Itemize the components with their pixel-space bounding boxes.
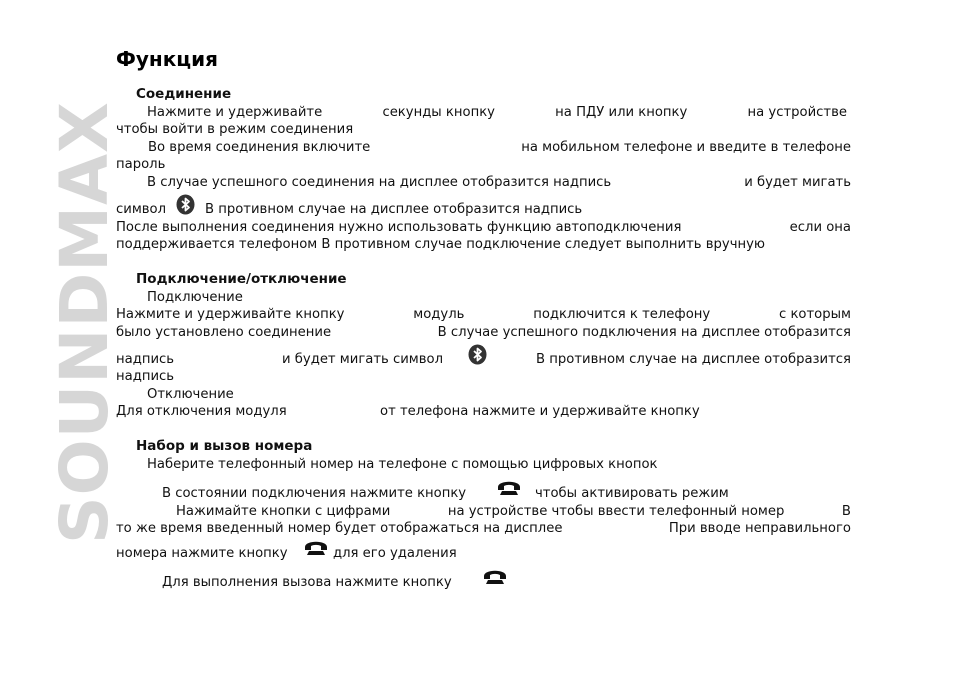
brand-logo <box>45 40 123 605</box>
text-fragment: Нажмите и удерживайте <box>147 105 323 120</box>
paragraph-line <box>147 104 847 121</box>
text-fragment: Нажмите и удерживайте кнопку <box>116 307 345 322</box>
text-fragment: В случае успешного соединения на дисплее отобразится надпись <box>147 175 612 190</box>
paragraph-line: В противном случае на дисплее отобразится надпись <box>205 202 583 217</box>
paragraph-line: символ <box>116 202 167 217</box>
bluetooth-icon <box>176 194 195 215</box>
text-fragment: на мобильном телефоне и введите в телефоне <box>521 140 851 155</box>
paragraph-line <box>148 139 851 156</box>
paragraph-line: номера нажмите кнопку <box>116 546 288 561</box>
paragraph-line <box>116 520 851 537</box>
paragraph-line <box>116 324 851 341</box>
paragraph-line: В состоянии подключения нажмите кнопку <box>162 486 467 501</box>
paragraph-line <box>116 219 851 236</box>
paragraph-line: Наберите телефонный номер на телефоне с помощью цифровых кнопок <box>147 457 658 472</box>
paragraph-line <box>116 306 851 323</box>
page-title: Функция <box>116 47 218 71</box>
text-fragment: и будет мигать <box>744 175 851 190</box>
subheading-connect: Подключение <box>147 290 243 305</box>
text-fragment: то же время введенный номер будет отображаться на дисплее <box>116 521 563 536</box>
text-fragment: При вводе неправильного <box>668 521 851 536</box>
paragraph-line: пароль <box>116 157 166 172</box>
text-fragment: секунды кнопку <box>382 105 495 120</box>
text-fragment: В <box>841 504 851 519</box>
paragraph-line: чтобы активировать режим <box>535 486 729 501</box>
paragraph-line: чтобы войти в режим соединения <box>116 122 354 137</box>
paragraph-line: Для выполнения вызова нажмите кнопку <box>162 575 452 590</box>
brand-logo-text: SOUNDMAX <box>45 101 123 544</box>
paragraph-line <box>176 503 851 520</box>
phone-handset-icon <box>303 537 329 557</box>
text-fragment: было установлено соединение <box>116 325 332 340</box>
text-fragment: на устройстве чтобы ввести телефонный номер <box>447 504 785 519</box>
paragraph-line: и будет мигать символ <box>282 352 444 367</box>
text-fragment: В случае успешного подключения на дисплее отобразится <box>437 325 851 340</box>
subheading-disconnect: Отключение <box>147 387 234 402</box>
text-fragment: на ПДУ или кнопку <box>555 105 688 120</box>
text-fragment: с которым <box>779 307 851 322</box>
text-fragment: на устройстве <box>747 105 847 120</box>
text-fragment: подключится к телефону <box>533 307 711 322</box>
text-fragment: модуль <box>413 307 465 322</box>
paragraph-line <box>147 174 851 191</box>
section-heading-connection: Соединение <box>136 86 232 102</box>
text-fragment: если она <box>789 220 851 235</box>
paragraph-line: поддерживается телефоном В противном случае подключение следует выполнить вручную <box>116 237 766 252</box>
paragraph-line: от телефона нажмите и удерживайте кнопку <box>380 404 700 419</box>
text-fragment: Нажимайте кнопки с цифрами <box>176 504 391 519</box>
section-heading-connect: Подключение/отключение <box>136 271 347 287</box>
paragraph-line: В противном случае на дисплее отобразится <box>536 352 851 367</box>
paragraph-line: надпись <box>116 369 175 384</box>
text-fragment: После выполнения соединения нужно использовать функцию автоподключения <box>116 220 682 235</box>
bluetooth-icon <box>468 344 487 365</box>
paragraph-line: надпись <box>116 352 175 367</box>
section-heading-dial: Набор и вызов номера <box>136 438 313 454</box>
phone-handset-icon <box>496 477 522 497</box>
paragraph-line: для его удаления <box>333 546 457 561</box>
text-fragment: Во время соединения включите <box>148 140 371 155</box>
phone-handset-icon <box>482 566 508 586</box>
paragraph-line: Для отключения модуля <box>116 404 287 419</box>
